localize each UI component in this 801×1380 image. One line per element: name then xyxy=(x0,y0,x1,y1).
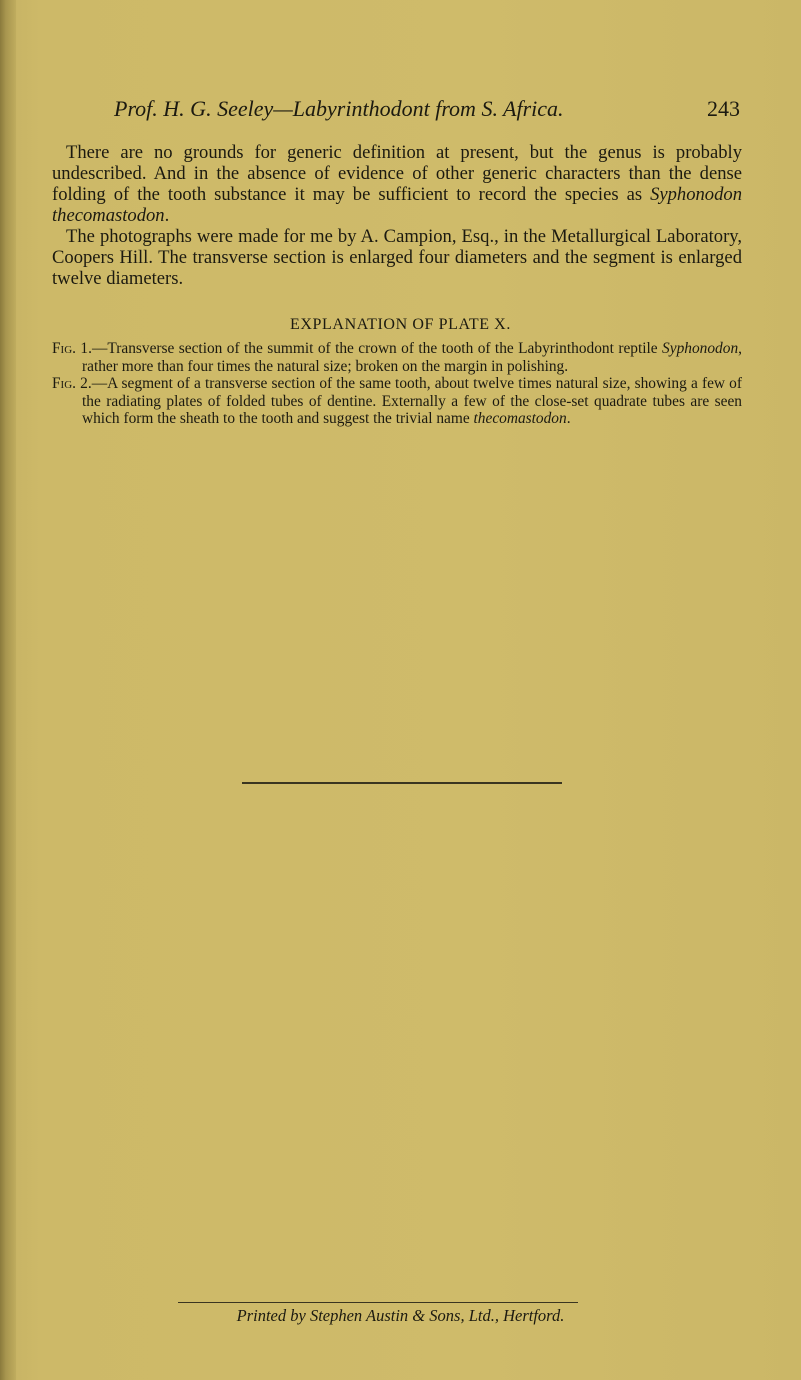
figure-italic-1: Syphonodon xyxy=(662,340,739,357)
paragraph-2: The photographs were made for me by A. Campion, Esq., in the Metallurgical Laboratory, Coopers Hill. The transverse section is enlarged four diameters and the segment is enlarged twelve diameters. xyxy=(52,226,742,289)
figure-text-2-end: . xyxy=(566,410,571,427)
section-rule xyxy=(242,782,562,784)
paragraph-1 xyxy=(52,142,742,226)
explanation-heading: EXPLANATION OF PLATE X. xyxy=(290,316,511,333)
running-title: Prof. H. G. Seeley—Labyrinthodont from S. Africa. xyxy=(114,96,564,121)
figure-label-2: Fig. 2. xyxy=(52,375,92,392)
figure-label-1: Fig. 1. xyxy=(52,340,92,357)
figure-text-2: —A segment of a transverse section of the same tooth, about twelve times natural size, showing a few of the radiating plates of folded tubes of dentine. Externally a few of the close-set quadrate tubes are seen which form the sheath to the tooth and suggest the trivial name xyxy=(82,375,742,427)
page-number: 243 xyxy=(707,96,740,121)
figure-caption-2 xyxy=(52,375,742,428)
binding-shadow xyxy=(0,0,16,1380)
paragraph-1-text: There are no grounds for generic definition at present, but the genus is probably undescribed. And in the absence of evidence of other generic characters than the dense folding of the tooth substance it may be sufficient to record the species as xyxy=(52,142,742,205)
paragraph-1-end: . xyxy=(164,205,170,226)
species-name: Syphonodon thecomastodon xyxy=(52,184,742,226)
running-header xyxy=(92,96,744,128)
figure-captions xyxy=(52,340,742,428)
footer-rule xyxy=(178,1302,578,1303)
figure-caption-1 xyxy=(52,340,742,375)
body-text xyxy=(52,142,742,289)
figure-text-1-end: , rather more than four times the natural size; broken on the margin in polishing. xyxy=(82,340,742,375)
figure-text-1: —Transverse section of the summit of the crown of the tooth of the Labyrinthodont reptile xyxy=(91,340,663,357)
printer-imprint: Printed by Stephen Austin & Sons, Ltd., Hertford. xyxy=(236,1306,565,1325)
figure-italic-2: thecomastodon xyxy=(473,410,567,427)
